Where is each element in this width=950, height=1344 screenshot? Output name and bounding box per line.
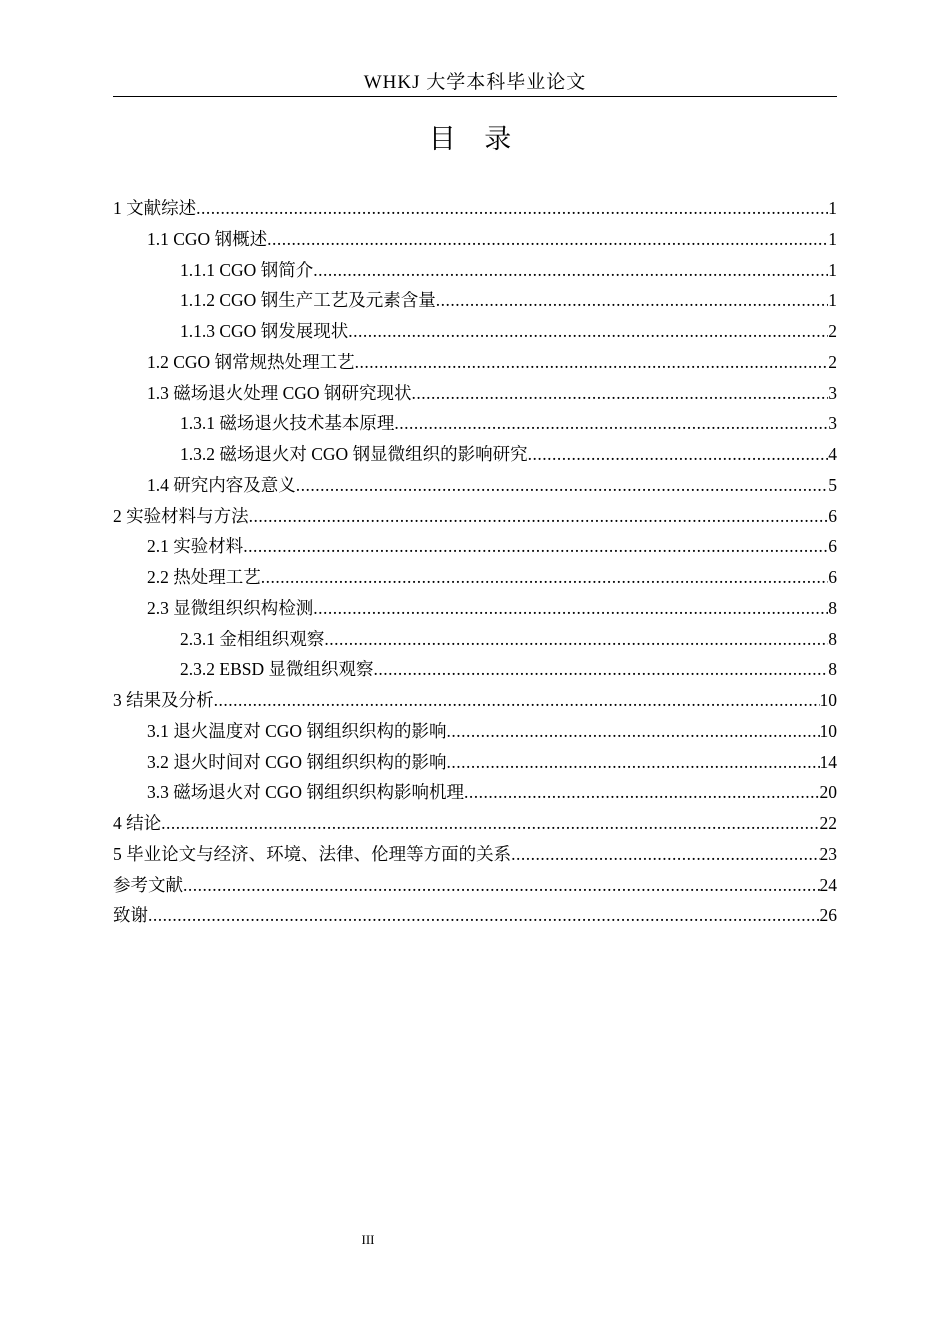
toc-entry-page: 5: [828, 474, 837, 495]
toc-entry-page: 6: [828, 567, 837, 587]
toc-entry-label: 4 结论: [113, 813, 162, 833]
toc-entry-label: 1.2 CGO 钢常规热处理工艺: [147, 351, 355, 372]
toc-entry-label: 1.4 研究内容及意义: [147, 474, 296, 495]
toc-entry[interactable]: [113, 685, 837, 716]
toc-entry-label: 3.3 磁场退火对 CGO 钢组织织构影响机理: [147, 782, 464, 803]
toc-entry[interactable]: [113, 193, 837, 224]
toc-entry[interactable]: [113, 839, 837, 870]
toc-entry[interactable]: [113, 654, 837, 685]
toc-entry-page: 3: [828, 382, 837, 403]
toc-entry-label: 1.1.2 CGO 钢生产工艺及元素含量: [180, 290, 436, 311]
toc-entry-page: 1: [828, 198, 837, 218]
toc-entry-page: 1: [828, 228, 837, 249]
toc-entry[interactable]: [113, 347, 837, 378]
toc-entry-label: 2.3.2 EBSD 显微组织观察: [180, 659, 374, 680]
toc-dot-leader: [348, 316, 828, 347]
toc-entry-page: 10: [819, 720, 837, 741]
toc-entry[interactable]: [113, 716, 837, 747]
toc-entry-label: 致谢: [113, 905, 148, 926]
toc-entry[interactable]: [113, 439, 837, 470]
toc-dot-leader: [161, 808, 819, 839]
toc-entry-label: 5 毕业论文与经济、环境、法律、伦理等方面的关系: [113, 843, 512, 864]
toc-entry[interactable]: [113, 501, 837, 532]
toc-entry-page: 23: [819, 843, 837, 864]
toc-entry[interactable]: [113, 316, 837, 347]
toc-dot-leader: [313, 593, 828, 624]
toc-entry[interactable]: [113, 224, 837, 255]
toc-entry-page: 22: [819, 813, 837, 833]
toc-entry-page: 26: [819, 905, 837, 926]
toc-entry-page: 2: [828, 321, 837, 341]
toc-entry[interactable]: [113, 470, 837, 501]
running-header-title: WHKJ 大学本科毕业论文: [363, 72, 587, 93]
toc-entry-page: 8: [828, 628, 837, 649]
toc-entry-page: 2: [828, 351, 837, 372]
toc-entry-page: 20: [819, 782, 837, 803]
toc-entry-label: 3.2 退火时间对 CGO 钢组织织构的影响: [147, 751, 447, 772]
toc-entry[interactable]: [113, 808, 837, 839]
toc-dot-leader: [446, 716, 819, 747]
toc-dot-leader: [411, 378, 828, 409]
toc-dot-leader: [373, 654, 828, 685]
toc-dot-leader: [511, 839, 819, 870]
toc-dot-leader: [214, 685, 820, 716]
toc-entry-label: 2.2 热处理工艺: [147, 567, 261, 587]
toc-entry-page: 10: [819, 690, 837, 710]
toc-entry-label: 1.1 CGO 钢概述: [147, 228, 268, 249]
toc-entry-label: 1.1.1 CGO 钢简介: [180, 259, 314, 280]
toc-entry[interactable]: [113, 900, 837, 931]
toc-entry-label: 3 结果及分析: [113, 690, 214, 710]
toc-entry-label: 1.3 磁场退火处理 CGO 钢研究现状: [147, 382, 412, 403]
toc-entry[interactable]: [113, 285, 837, 316]
toc-dot-leader: [243, 531, 828, 562]
toc-dot-leader: [249, 501, 829, 532]
toc-entry-label: 2.3.1 金相组织观察: [180, 628, 325, 649]
toc-entry-page: 24: [819, 874, 837, 895]
toc-entry-page: 3: [828, 413, 837, 434]
toc-entry-label: 2.3 显微组织织构检测: [147, 597, 314, 618]
toc-dot-leader: [313, 255, 828, 286]
toc-entry-label: 1 文献综述: [113, 198, 197, 218]
page-number: III: [361, 1232, 375, 1247]
toc-entry[interactable]: [113, 870, 837, 901]
toc-entry[interactable]: [113, 777, 837, 808]
toc-entry-label: 1.3.1 磁场退火技术基本原理: [180, 413, 395, 434]
toc-dot-leader: [436, 285, 829, 316]
toc-dot-leader: [528, 439, 829, 470]
toc-entry[interactable]: [113, 378, 837, 409]
toc-title: 目 录: [428, 124, 522, 155]
toc-entry[interactable]: [113, 593, 837, 624]
toc-entry-label: 参考文献: [113, 874, 183, 895]
toc-entry[interactable]: [113, 531, 837, 562]
toc-entry-label: 3.1 退火温度对 CGO 钢组织织构的影响: [147, 720, 447, 741]
toc-dot-leader: [261, 562, 829, 593]
toc-dot-leader: [394, 408, 828, 439]
toc-dot-leader: [446, 747, 819, 778]
toc-dot-leader: [324, 624, 828, 655]
toc-dot-leader: [196, 193, 828, 224]
toc-dot-leader: [355, 347, 829, 378]
table-of-contents: [113, 193, 837, 931]
toc-entry-label: 1.3.2 磁场退火对 CGO 钢显微组织的影响研究: [180, 444, 528, 464]
toc-entry[interactable]: [113, 624, 837, 655]
toc-dot-leader: [267, 224, 828, 255]
toc-entry-page: 1: [828, 290, 837, 311]
toc-dot-leader: [148, 900, 820, 931]
toc-entry-label: 2 实验材料与方法: [113, 505, 249, 526]
running-header: [113, 70, 837, 97]
toc-entry-page: 1: [828, 259, 837, 280]
toc-entry-page: 6: [828, 536, 837, 557]
toc-entry[interactable]: [113, 255, 837, 286]
toc-entry-label: 2.1 实验材料: [147, 536, 244, 557]
toc-entry[interactable]: [113, 408, 837, 439]
toc-entry-page: 8: [828, 597, 837, 618]
toc-entry[interactable]: [113, 747, 837, 778]
toc-dot-leader: [296, 470, 829, 501]
toc-entry-label: 1.1.3 CGO 钢发展现状: [180, 321, 349, 341]
toc-entry-page: 8: [828, 659, 837, 680]
toc-entry-page: 4: [828, 444, 837, 464]
toc-entry-page: 14: [819, 751, 837, 772]
toc-entry-page: 6: [828, 505, 837, 526]
toc-entry[interactable]: [113, 562, 837, 593]
toc-dot-leader: [464, 777, 820, 808]
toc-dot-leader: [183, 870, 820, 901]
